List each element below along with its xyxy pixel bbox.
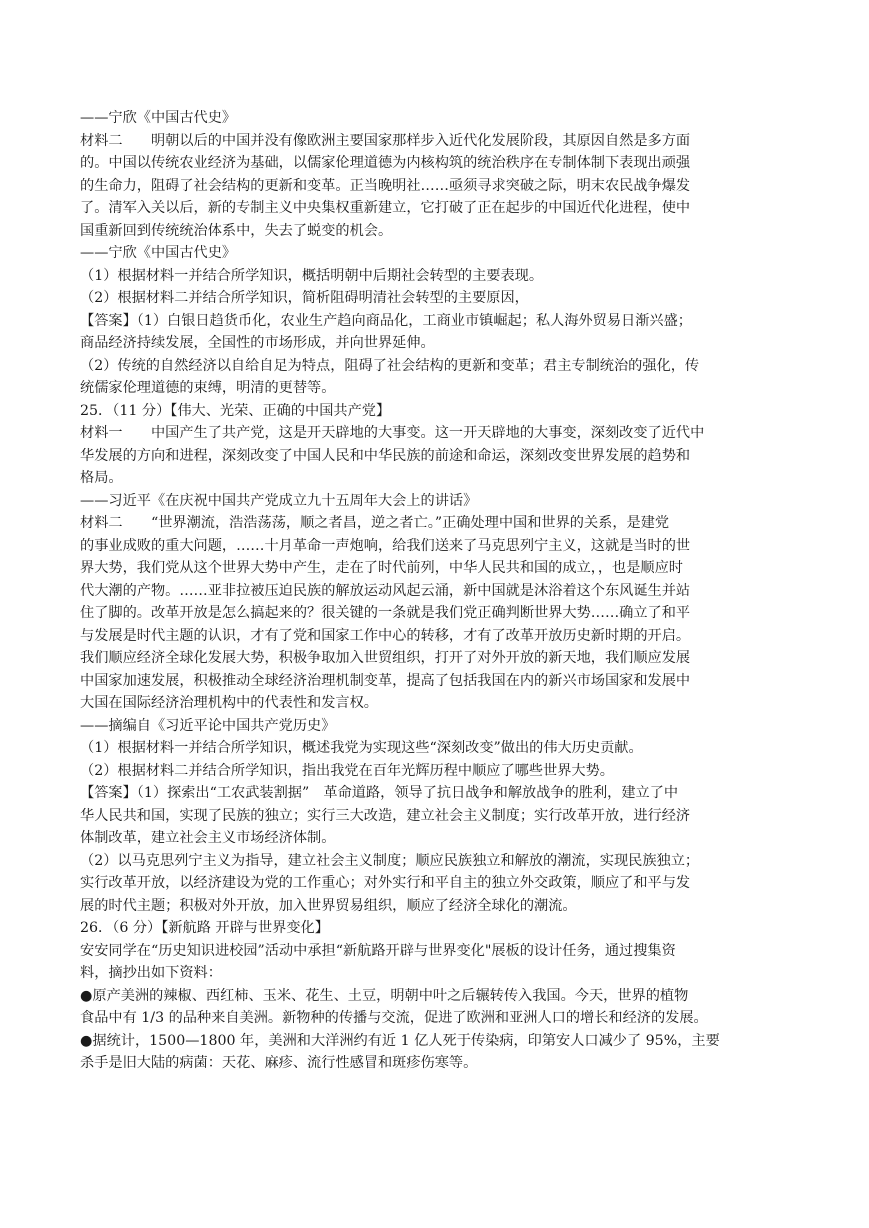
task-text: 料，摘抄出如下资料： [80, 965, 222, 981]
material-two-text: 我们顺应经济全球化发展大势，积极争取加入世贸组织，打开了对外开放的新天地，我们顺应发展 [80, 650, 691, 666]
material-two-text: 界大势，我们党从这个世界大势中产生，走在了时代前列，中华人民共和国的成立，，也是顺应时 [80, 560, 683, 576]
citation-line: ——宁欣《中国古代史》 [80, 110, 237, 126]
material-two-text: 的。中国以传统农业经济为基础，以儒家伦理道德为内核构筑的统治秩序在专制体制下表现出顽强 [80, 155, 691, 171]
material-two-text: 材料二 “世界潮流，浩浩荡荡，顺之者昌，逆之者亡。”正确处理中国和世界的关系，是建党 [80, 515, 670, 531]
material-two-text: 与发展是时代主题的认识，才有了党和国家工作中心的转移，才有了改革开放历史新时期的开启。 [80, 627, 691, 644]
question-line: （2）根据材料二并结合所学知识，指出我党在百年光辉历程中顺应了哪些世界大势。 [80, 762, 614, 779]
answer-line: 实行改革开放，以经济建设为党的工作重心；对外实行和平自主的独立外交政策，顺应了和平与发 [80, 875, 691, 891]
answer-line: 统儒家伦理道德的束缚，明清的更替等。 [80, 380, 336, 396]
bullet-item: ●据统计，1500—1800 年，美洲和大洋洲约有近 1 亿人死于传染病，印第安人口减少了 95%，主要 [80, 1032, 720, 1049]
answer-line: 展的时代主题；积极对外开放，加入世界贸易组织，顺应了经济全球化的潮流。 [80, 897, 577, 914]
bullet-item: ●原产美洲的辣椒、西红柿、玉米、花生、土豆，明朝中叶之后辗转传入我国。今天，世界的植物 [80, 987, 689, 1004]
answer-line: （2）以马克思列宁主义为指导，建立社会主义制度；顺应民族独立和解放的潮流，实现民族独立； [80, 852, 700, 869]
bullet-item: 食品中有 1/3 的品种来自美洲。新物种的传播与交流，促进了欧洲和亚洲人口的增长和经济的发展。 [80, 1010, 708, 1026]
answer-line: 商品经济持续发展，全国性的市场形成，并向世界延伸。 [80, 335, 435, 351]
answer-line: 【答案】（1）白银日趋货币化，农业生产趋向商品化，工商业市镇崛起；私人海外贸易日渐兴盛； [80, 312, 692, 329]
material-two-text: 的生命力，阻碍了社会结构的更新和变革。正当晚明社……亟须寻求突破之际，明末农民战争爆发 [80, 177, 691, 194]
material-two-text: 代大潮的产物。……亚非拉被压迫民族的解放运动风起云涌，新中国就是沐浴着这个东风诞生并站 [80, 582, 691, 599]
material-one-text: 华发展的方向和进程，深刻改变了中国人民和中华民族的前途和命运，深刻改变世界发展的趋势和 [80, 447, 691, 464]
material-one-text: 格局。 [80, 470, 123, 486]
bullet-item: 杀手是旧大陆的病菌：天花、麻疹、流行性感冒和斑疹伤寒等。 [80, 1055, 478, 1071]
material-two-text: 的事业成败的重大问题，……十月革命一声炮响，给我们送来了马克思列宁主义，这就是当时的世 [80, 537, 691, 554]
task-text: 安安同学在“历史知识进校园”活动中承担“新航路开辟与世界变化"展板的设计任务，通过搜集资 [80, 942, 676, 959]
question-line: （2）根据材料二并结合所学知识，简析阻碍明清社会转型的主要原因， [80, 290, 529, 306]
material-two-text: 了。清军入关以后，新的专制主义中央集权重新建立，它打破了正在起步的中国近代化进程，使中 [80, 200, 691, 216]
citation-line: ——宁欣《中国古代史》 [80, 245, 237, 261]
citation-line: ——习近平《在庆祝中国共产党成立九十五周年大会上的讲话》 [80, 492, 478, 509]
document-body [80, 107, 794, 1075]
answer-line: 华人民共和国，实现了民族的独立；实行三大改造，建立社会主义制度；实行改革开放，进行经济 [80, 807, 691, 824]
material-two-text: 住了脚的。改革开放是怎么搞起来的？很关键的一条就是我们党正确判断世界大势……确立了和平 [80, 605, 691, 621]
answer-line: 体制改革，建立社会主义市场经济体制。 [80, 830, 336, 846]
material-one-text: 材料一 中国产生了共产党，这是开天辟地的大事变。这一开天辟地的大事变，深刻改变了近代中 [80, 425, 705, 441]
question-heading: 26．（6 分）【新航路 开辟与世界变化】 [80, 920, 329, 936]
citation-line: ——摘编自《习近平论中国共产党历史》 [80, 717, 336, 734]
material-two-text: 国重新回到传统统治体系中，失去了蜕变的机会。 [80, 222, 393, 239]
answer-line: 【答案】（1）探索出“工农武装割据” 革命道路，领导了抗日战争和解放战争的胜利，建立了中 [80, 785, 679, 801]
material-two-text: 大国在国际经济治理机构中的代表性和发言权。 [80, 695, 378, 711]
answer-line: （2）传统的自然经济以自给自足为特点，阻碍了社会结构的更新和变革；君主专制统治的强化，传 [80, 357, 700, 374]
material-two-text: 材料二 明朝以后的中国并没有像欧洲主要国家那样步入近代化发展阶段，其原因自然是多方面 [80, 132, 691, 149]
question-line: （1）根据材料一并结合所学知识，概述我党为实现这些“深刻改变”做出的伟大历史贡献。 [80, 740, 643, 756]
question-line: （1）根据材料一并结合所学知识，概括明朝中后期社会转型的主要表现。 [80, 267, 544, 284]
question-heading: 25．（11 分）【伟大、光荣、正确的中国共产党】 [80, 402, 391, 419]
material-two-text: 中国家加速发展，积极推动全球经济治理机制变革，提高了包括我国在内的新兴市场国家和发展中 [80, 672, 691, 689]
